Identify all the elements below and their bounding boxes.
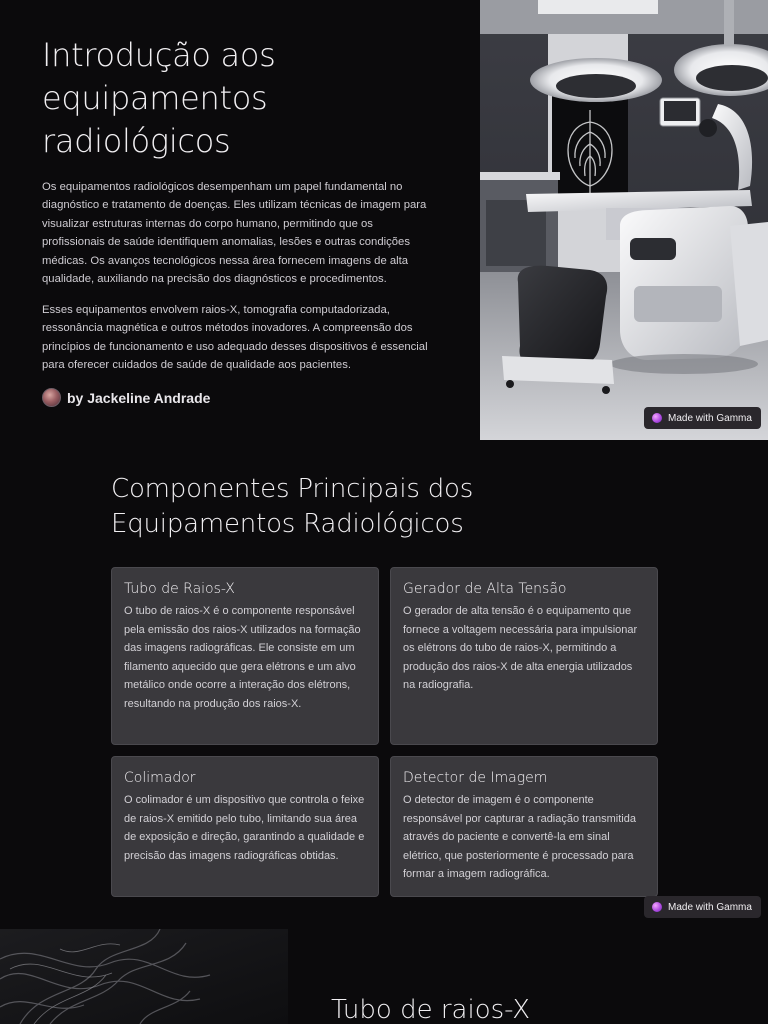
- badge-label: Made with Gamma: [668, 412, 752, 424]
- made-with-gamma-badge[interactable]: [644, 407, 761, 429]
- author-line: [42, 388, 210, 407]
- badge-label: Made with Gamma: [668, 901, 752, 913]
- gamma-logo-icon: [652, 413, 662, 423]
- card-title: Gerador de Alta Tensão: [403, 581, 567, 597]
- component-card-detector: [390, 756, 658, 897]
- abstract-texture-image: [0, 929, 288, 1024]
- radiology-equipment-image: [480, 0, 768, 440]
- components-title: Componentes Principais dos Equipamentos Radiológicos: [111, 474, 474, 539]
- avatar: [42, 388, 61, 407]
- component-card-colimador: [111, 756, 379, 897]
- card-title: Colimador: [124, 770, 196, 786]
- component-card-tubo: [111, 567, 379, 745]
- section-title-tubo: Tubo de raios-X: [331, 995, 531, 1024]
- component-card-gerador: [390, 567, 658, 745]
- card-body: O colimador é um dispositivo que controla o feixe de raios-X emitido pelo tubo, limitando sua área de exposição e direção, garantindo a qualidade e precisão das imagens radiográficas obtidas.: [124, 794, 365, 862]
- intro-paragraph-2: Esses equipamentos envolvem raios-X, tomografia computadorizada, ressonância magnética e outros métodos inovadores. A compreensão dos princípios de funcionamento e uso adequado desses dispositivos é essencial para oferecer cuidados de saúde de qualidade aos pacientes.: [42, 304, 428, 372]
- intro-title: Introdução aos equipamentos radiológicos: [42, 36, 276, 160]
- made-with-gamma-badge[interactable]: [644, 896, 761, 918]
- card-body: O tubo de raios-X é o componente responsável pela emissão dos raios-X utilizados na formação das imagens radiográficas. Ele consiste em um filamento aquecido que gera elétrons e um alvo metálico onde ocorre a interação dos elétrons, resultando na produção dos raios-X.: [124, 605, 361, 710]
- card-body: O detector de imagem é o componente responsável por capturar a radiação transmitida através do paciente e convertê-la em sinal elétrico, que posteriormente é processado para formar a imagem radiográfica.: [403, 794, 636, 881]
- intro-slide: [0, 0, 768, 440]
- gamma-logo-icon: [652, 902, 662, 912]
- card-title: Detector de Imagem: [403, 770, 548, 786]
- author-name: by Jackeline Andrade: [67, 389, 211, 406]
- intro-paragraph-1: Os equipamentos radiológicos desempenham um papel fundamental no diagnóstico e tratamento de doenças. Eles utilizam técnicas de imagem para visualizar estruturas internas do corpo humano, permitindo que os profissionais de saúde identifiquem anomalias, lesões e outras condições médicas. Os avanços tecnológicos nessa área fornecem imagens de alta qualidade, auxiliando na precisão dos diagnósticos e procedimentos.: [42, 181, 427, 286]
- card-body: O gerador de alta tensão é o equipamento que fornece a voltagem necessária para impulsionar os elétrons do tubo de raios-X, permitindo a produção dos raios-X de alta energia utilizados na radiografia.: [403, 605, 638, 692]
- card-title: Tubo de Raios-X: [124, 581, 235, 597]
